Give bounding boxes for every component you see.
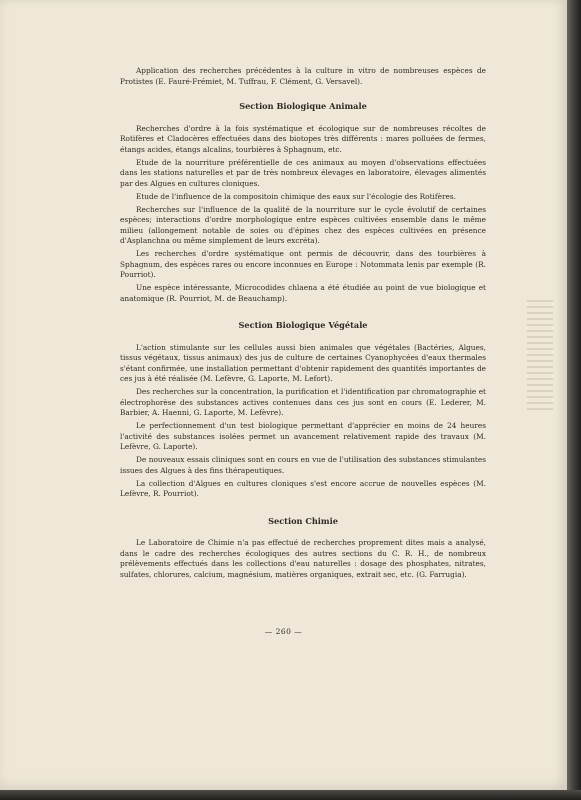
paragraph: Etude de la nourriture préférentielle de ces animaux au moyen d'observations effectuées dans les stations naturelles et par de très nombreux élevages en laboratoire, élevages alimentés par des Algues en cultures cloniques. [120, 157, 486, 188]
intro-paragraph: Application des recherches précédentes à la culture in vitro de nombreuses espèces de Protistes (E. Fauré-Frémiet, M. Tuffrau, F. Clément, G. Versavel). [120, 66, 486, 86]
paragraph: De nouveaux essais cliniques sont en cours en vue de l'utilisation des substances stimulantes issues des Algues à des fins thérapeutiques. [120, 455, 486, 475]
paragraph: La collection d'Algues en cultures cloniques s'est encore accrue de nouvelles espèces (M. Lefèvre, R. Pourriot). [120, 478, 486, 498]
page-edge-shadow [567, 0, 581, 800]
bottom-edge-shadow [0, 790, 581, 800]
paragraph: Recherches sur l'influence de la qualité de la nourriture sur le cycle évolutif de certaines espèces; interactions d'ordre morphologique entre espèces cultivées ensemble dans le même milieu (allongement notable de soies ou d'épines chez des espèces cultivées en présence d'Asplanchna ou même simplement de leurs excréta). [120, 204, 486, 245]
section-title-biologique-animale: Section Biologique Animale [239, 101, 367, 111]
paragraph: Etude de l'influence de la compositoin chimique des eaux sur l'écologie des Rotifères. [136, 191, 456, 201]
page-number: — 260 — [264, 627, 303, 636]
show-through-text [527, 300, 553, 410]
paragraph: L'action stimulante sur les cellules aussi bien animales que végétales (Bactéries, Algues, tissus végétaux, tissus animaux) des jus de culture de certaines Cyanophycées d'eaux thermales s'étant confirmée, une installation permettant d'obtenir rapidement des quantités importantes de ces jus à été réalisée (M. Lefèvre, G. Laporte, M. Lefort). [120, 342, 486, 383]
page-content [120, 66, 486, 583]
paragraph: Des recherches sur la concentration, la purification et l'identification par chromatographie et électrophorèse des substances actives contenues dans ces jus sont en cours (E. Lederer, M. Barbier, A. Haenni, G. Laporte, M. Lefèvre). [120, 387, 486, 417]
paragraph: Le perfectionnement d'un test biologique permettant d'apprécier en moins de 24 heures l'activité des substances isolées permet un avancement relativement rapide des travaux (M. Lefèvre, G. Laporte). [120, 421, 486, 451]
section-title-biologique-vegetale: Section Biologique Végétale [238, 320, 368, 330]
paragraph: Recherches d'ordre à la fois systématique et écologique sur de nombreuses récoltes de Rotifères et Cladocères effectuées dans des biotopes très différents : mares polluées de fermes, étangs acides, étangs alcalins, tourbières à Sphagnum, etc. [120, 123, 486, 154]
paragraph: Une espèce intéressante, Microcodides chlaena a été étudiée au point de vue biologique et anatomique (R. Pourriot, M. de Beauchamp). [120, 283, 486, 303]
paragraph: Le Laboratoire de Chimie n'a pas effectué de recherches proprement dites mais a analysé, dans le cadre des recherches écologiques des autres sections du C. R. H., de nombreux prélèvements effectués dans les collections d'eau naturelles : dosage des phosphates, nitrates, sulfates, chlorures, calcium, magnésium, matières organiques, extrait sec, etc. (G. Farrugia). [120, 538, 486, 579]
section-title-chimie: Section Chimie [268, 515, 338, 526]
paragraph: Les recherches d'ordre systématique ont permis de découvrir, dans des tourbières à Sphagnum, des espèces rares ou encore inconnues en Europe : Notommata lenis par exemple (R. Pourriot). [120, 249, 486, 279]
